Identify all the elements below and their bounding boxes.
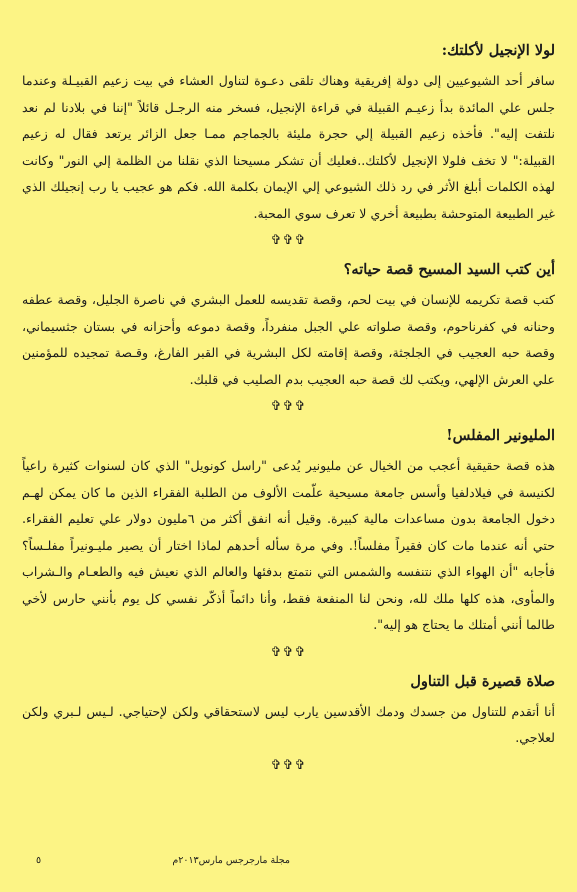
section-gospel-story: [22, 40, 555, 227]
section-body: هذه قصة حقيقية أعجب من الخيال عن مليونير يُدعى "راسل كونويل" الذي كان لسنوات كثيرة راعياً لكنيسة في فيلادلفيا وأسس جامعة مسيحية علّمت الألوف من الطلبة الفقراء الذين ما كان يمكن لهـم دخول الجامعة بدون مساعدات مالية كبيرة. وقيل أنه انفق أكثر من ٦مليون دولار علي تعليم الفقراء. حتي أنه عندما مات كان فقيراً مفلساً!. وفي مرة سأله أحدهم لماذا اختار أن يصير مليـونيراً مفلـساً؟ فأجابه "أن الهواء الذي نتنفسه والشمس التي نتمتع بدفئها والعالم الذي نعيش فيه والطعـام والـشراب والمأوى، هذه كلها ملك لله، ونحن لنا المنفعة فقط، وأنا دائماً أذكّر نفسي كل يوم بأنني حارس لأخي طالما أنني أمتلك ما يحتاج هو إليه".: [22, 458, 555, 632]
cross-separator: ✞✞✞: [270, 233, 307, 248]
section-heading: لولا الإنجيل لأكلتك:: [441, 42, 555, 59]
section-heading: المليونير المفلس!: [446, 427, 555, 444]
cross-separator: ✞✞✞: [270, 757, 307, 773]
section-communion-prayer: [22, 671, 555, 752]
cross-separator: ✞✞✞: [270, 399, 307, 414]
section-body: كتب قصة تكريمه للإنسان في بيت لحم، وقصة تقديسه للعمل البشري في ناصرة الجليل، وقصة عطفه وحنانه في كفرناحوم، وقصة صلواته علي الجبل منفرداً، وقصة دموعه وأحزانه في بستان جثسيماني، وقصة حبه العجيب في الجلجثة، وقصة إقامته لكل البشرية في القبر الفارغ، وقـصة تمجيده للمؤمنين علي العرش الإلهي، ويكتب لك قصة حبه العجيب بدم الصليب في قلبك.: [22, 292, 555, 387]
section-heading: صلاة قصيرة قبل التناول: [410, 672, 555, 690]
article-page: [22, 40, 555, 840]
section-heading: أين كتب السيد المسيح قصة حياته؟: [343, 261, 555, 278]
page-footer: [22, 852, 555, 870]
section-christ-life-story: [22, 259, 555, 393]
section-body: أنا أتقدم للتناول من جسدك ودمك الأقدسين يارب ليس لاستحقاقي ولكن لإحتياجي. لـيس لـبري ولكن لعلاجي.: [22, 703, 555, 745]
page-number: ٥: [36, 855, 42, 866]
section-bankrupt-millionaire: [22, 425, 555, 639]
magazine-title: مجلة مارجرجس مارس٢٠١٣م: [172, 855, 290, 866]
cross-separator: ✞✞✞: [270, 644, 307, 660]
section-body: سافر أحد الشيوعيين إلى دولة إفريقية وهناك تلقى دعـوة لتناول العشاء في بيت زعيم القبيـلة وعندما جلس علي المائدة بدأ زعيـم القبيلة في قراءة الإنجيل، فسخر منه الرجـل قائلاً "إننا في بلادنا لم نعد نلتفت إليه". فأخذه زعيم القبيلة إلي حجرة مليئة بالجماجم ممـا جعل الزائر يرتعد فقال له زعيم القبيلة:" لا تخف فلولا الإنجيل لأكلتك..فعليك أن تشكر مسيحنا الذي نقلنا من الظلمة إلي النور" وكانت لهذه الكلمات أبلغ الأثر في رد ذلك الشيوعي إلي الإيمان بكلمة الله. فكم هو عجيب يا رب إنجيلك الذي غير الطبيعة المتوحشة بطبيعة أخري لا تعرف سوي المحبة.: [22, 73, 555, 221]
